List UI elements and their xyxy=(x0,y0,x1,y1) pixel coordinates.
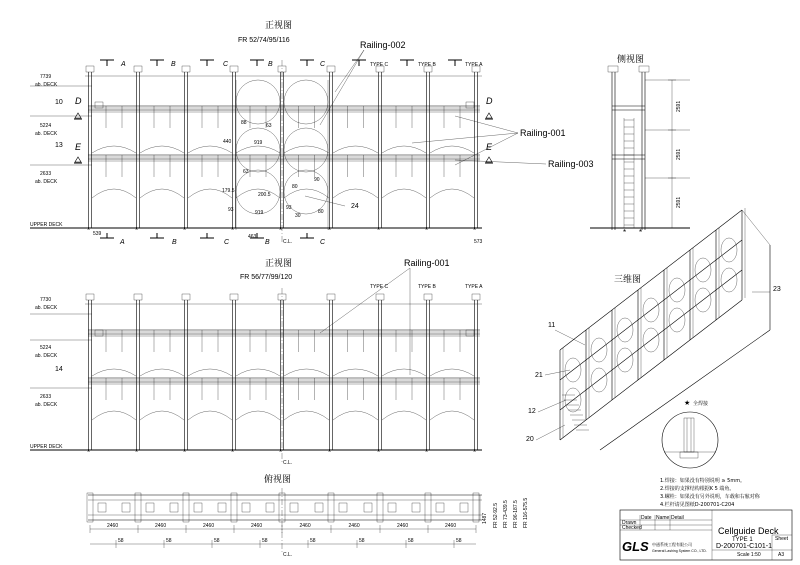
dim-88: 88 xyxy=(241,120,247,126)
drawing-number: D-200701-C101-1 xyxy=(716,543,773,550)
side-dim-2: 2591 xyxy=(676,148,682,160)
arch xyxy=(92,189,136,198)
section-marker xyxy=(75,113,81,118)
arch xyxy=(333,369,378,376)
front-view-2-frames: FR 56/77/99/120 xyxy=(240,274,293,281)
detail-circle xyxy=(662,412,718,468)
arch xyxy=(333,411,378,420)
tb-row-checked: Checked xyxy=(622,525,642,531)
cell-guide-circle xyxy=(236,128,280,172)
tb-row-drawn: Drawn xyxy=(622,520,637,526)
weld-star-mark: * xyxy=(183,448,187,457)
arch xyxy=(140,146,184,153)
arch xyxy=(382,146,426,153)
arch xyxy=(284,146,329,153)
note-1: 1.焊接：如果没有特别说明 ≥ 5mm。 xyxy=(660,478,746,484)
top-bracket xyxy=(364,503,372,512)
tag-bottom-c2: C xyxy=(320,239,326,246)
front-view-2 xyxy=(30,258,483,466)
center-line-label-3: C.L. xyxy=(283,552,293,558)
arch xyxy=(284,411,329,420)
weld-star-mark: * xyxy=(639,228,643,237)
note-2: 2.焊接的支撑结构根据K 5 端角。 xyxy=(660,486,735,492)
dim-573: 573 xyxy=(474,239,483,245)
weld-star-mark: * xyxy=(183,226,187,235)
top-dim-value: 2460 xyxy=(251,523,263,529)
fv2-type-c: TYPE C xyxy=(370,284,389,290)
iso-leader xyxy=(545,370,570,375)
level-2633-2: 2633 xyxy=(40,394,52,400)
drawing-title: Cellguide Deck xyxy=(718,526,779,536)
column-cap xyxy=(230,66,238,72)
top-dim-value: 2460 xyxy=(299,523,311,529)
iso-leader xyxy=(538,400,566,412)
top-bracket xyxy=(290,503,298,512)
iso-leader xyxy=(536,425,565,440)
top-bracket xyxy=(460,503,468,512)
top-bracket xyxy=(339,503,347,512)
top-dim-small-value: 58 xyxy=(359,538,365,544)
label-d-left: D xyxy=(75,96,82,106)
arch xyxy=(430,369,474,376)
tag-bottom-a: A xyxy=(120,239,125,246)
fv2-type-b: TYPE B xyxy=(418,284,436,290)
level-7739: 7739 xyxy=(40,74,52,80)
top-bracket xyxy=(98,503,106,512)
top-dim-small-value: 58 xyxy=(310,538,316,544)
top-dim-value: 2460 xyxy=(107,523,119,529)
arch xyxy=(92,411,136,420)
level-7730-name: ab. DECK xyxy=(35,305,58,311)
arch xyxy=(140,369,184,376)
arch xyxy=(333,146,378,153)
weld-star-mark: * xyxy=(473,226,477,235)
side-cap xyxy=(639,66,649,72)
dim-179-5: 179.5 xyxy=(222,188,235,194)
tag-top-c: C xyxy=(223,61,229,68)
level-2633: 2633 xyxy=(40,171,52,177)
cell-guide-circle xyxy=(284,80,328,124)
top-bracket xyxy=(194,503,202,512)
column-cap xyxy=(182,294,190,300)
top-bracket xyxy=(170,503,178,512)
iso-rail xyxy=(560,300,742,440)
upper-deck-label-2: UPPER DECK xyxy=(30,444,63,450)
notes xyxy=(660,477,761,508)
top-dim-small-value: 58 xyxy=(118,538,124,544)
weld-star: ★ xyxy=(684,400,691,407)
dim-440: 440 xyxy=(223,139,232,145)
arch xyxy=(92,146,136,153)
side-view-title: 侧视图 xyxy=(617,55,645,65)
column-tags-bottom xyxy=(119,239,326,246)
top-post xyxy=(87,493,93,522)
callout-24: 24 xyxy=(351,203,359,210)
top-bracket xyxy=(315,503,323,512)
dim-919b: 919 xyxy=(255,210,264,216)
column-cap xyxy=(134,66,142,72)
tb-col-date: Date xyxy=(641,515,652,521)
section-marker xyxy=(486,113,492,118)
level-5224-2: 5224 xyxy=(40,345,52,351)
dim-463: 463 xyxy=(248,234,257,240)
arch xyxy=(236,369,280,376)
railing-001-label-2: Railing-001 xyxy=(404,258,450,268)
arch xyxy=(284,369,329,376)
top-post xyxy=(328,493,334,522)
tag-bottom-c: C xyxy=(224,239,230,246)
tag-type-c: TYPE C xyxy=(370,62,389,68)
weld-legend: 全焊接 xyxy=(693,401,709,407)
dim-90: 90 xyxy=(314,177,320,183)
weld-star-mark: * xyxy=(87,448,91,457)
side-cap xyxy=(608,66,618,72)
section-marker xyxy=(75,157,81,162)
center-line-label-1: C.L. xyxy=(283,239,293,245)
iso-view-title: 三维图 xyxy=(614,275,642,285)
bay-number-10: 10 xyxy=(55,99,63,106)
top-dim-value: 2460 xyxy=(445,523,457,529)
side-dim-3: 2591 xyxy=(676,196,682,208)
weld-star-mark: * xyxy=(135,226,139,235)
front-view-1-frames: FR 52/74/95/116 xyxy=(238,37,290,44)
callout-20: 20 xyxy=(526,436,534,443)
dim-539: 539 xyxy=(93,231,102,237)
arch xyxy=(188,146,232,153)
top-dim-small-value: 58 xyxy=(408,538,414,544)
arch xyxy=(284,189,329,198)
top-bracket xyxy=(122,503,130,512)
upper-deck-label: UPPER DECK xyxy=(30,222,63,228)
top-post xyxy=(425,493,431,522)
top-post xyxy=(135,493,141,522)
top-dim-small-value: 58 xyxy=(456,538,462,544)
weld-star-mark: * xyxy=(377,448,381,457)
tag-top-b2: B xyxy=(268,61,273,68)
weld-star-mark: * xyxy=(135,448,139,457)
gls-logo: GLS xyxy=(622,539,649,554)
top-bracket xyxy=(436,503,444,512)
railing-001-label: Railing-001 xyxy=(520,128,566,138)
tag-type-a: TYPE A xyxy=(465,62,483,68)
callout-21: 21 xyxy=(535,372,543,379)
top-view xyxy=(87,474,529,558)
tag-type-b: TYPE B xyxy=(418,62,436,68)
railing-002-label: Railing-002 xyxy=(360,40,406,50)
tb-col-name: Name xyxy=(656,515,670,521)
column-cap xyxy=(134,294,142,300)
section-marker xyxy=(486,157,492,162)
column-cap xyxy=(230,294,238,300)
iso-rail xyxy=(560,270,742,410)
fr-96-dim: FR 96-187.5 xyxy=(513,500,519,528)
label-e-left: E xyxy=(75,142,82,152)
arch xyxy=(140,189,184,198)
bracket xyxy=(95,102,103,108)
column-cap xyxy=(327,66,335,72)
center-line-label-2: C.L. xyxy=(283,460,293,466)
tag-top-c2: C xyxy=(320,61,326,68)
railing-003-label: Railing-003 xyxy=(548,159,594,169)
level-7739-name: ab. DECK xyxy=(35,82,58,88)
dim-200-5: 200.5 xyxy=(258,192,271,198)
weld-star-mark: * xyxy=(279,226,283,235)
top-bracket xyxy=(388,503,396,512)
iso-view xyxy=(526,208,781,468)
bracket xyxy=(466,330,474,336)
column-tags-top xyxy=(120,61,483,68)
top-dim-value: 2460 xyxy=(203,523,215,529)
bracket xyxy=(466,102,474,108)
iso-leader xyxy=(555,330,585,345)
company-en: General Lashing System CO., LTD. xyxy=(652,549,707,553)
top-post xyxy=(473,493,479,522)
top-view-title: 俯视图 xyxy=(264,475,292,485)
title-block xyxy=(620,510,792,560)
top-dim-small-value: 58 xyxy=(262,538,268,544)
weld-star-mark: * xyxy=(279,448,283,457)
top-dim-value: 2460 xyxy=(348,523,360,529)
arch xyxy=(188,411,232,420)
top-bracket xyxy=(146,503,154,512)
front-view-1-title: 正视图 xyxy=(265,21,293,31)
dim-80: 80 xyxy=(292,184,298,190)
arch xyxy=(382,189,426,198)
bay-number-14: 14 xyxy=(55,366,63,373)
iso-end-link xyxy=(742,210,770,245)
note-3: 3.螺栓：如果没有另外说明，车载和右舷对称 xyxy=(660,494,760,500)
side-dim-1487: 1487 xyxy=(482,512,488,524)
level-5224-name: ab. DECK xyxy=(35,131,58,137)
front-view-2-structure xyxy=(30,288,482,464)
top-bracket xyxy=(218,503,226,512)
sheet-label: Sheet xyxy=(775,536,789,542)
arch xyxy=(140,411,184,420)
arch xyxy=(382,369,426,376)
dim-63: 63 xyxy=(266,123,272,129)
bracket xyxy=(95,330,103,336)
level-5224: 5224 xyxy=(40,123,52,129)
label-d-right: D xyxy=(486,96,493,106)
dim-93: 93 xyxy=(228,207,234,213)
company-cn: 中通系统工程有限公司 xyxy=(652,542,692,547)
bay-number-13: 13 xyxy=(55,142,63,149)
front-view-1 xyxy=(30,20,594,246)
weld-star-mark: * xyxy=(425,226,429,235)
weld-star-mark: * xyxy=(328,448,332,457)
weld-star-mark: * xyxy=(328,226,332,235)
dim-93b: 93 xyxy=(286,205,292,211)
weld-star-mark: * xyxy=(231,448,235,457)
tag-bottom-b: B xyxy=(172,239,177,246)
top-bracket xyxy=(266,503,274,512)
arch xyxy=(382,411,426,420)
top-dim-value: 2460 xyxy=(155,523,167,529)
level-2633-name: ab. DECK xyxy=(35,179,58,185)
callout-12: 12 xyxy=(528,408,536,415)
top-dim-small-value: 58 xyxy=(166,538,172,544)
arch xyxy=(236,411,280,420)
iso-rail xyxy=(560,210,742,350)
iso-structure xyxy=(536,208,770,450)
callout-23: 23 xyxy=(773,286,781,293)
drawing-scale: Scale 1:50 xyxy=(737,552,761,558)
cell-guide-circle xyxy=(236,80,280,124)
weld-star-mark: * xyxy=(425,448,429,457)
arch xyxy=(188,369,232,376)
tb-col-detail: Detail xyxy=(671,515,684,521)
column-cap xyxy=(182,66,190,72)
level-5224-2-name: ab. DECK xyxy=(35,353,58,359)
arch xyxy=(333,189,378,198)
tag-top-a: A xyxy=(121,61,126,68)
callout-11: 11 xyxy=(548,322,556,329)
tag-top-b: B xyxy=(171,61,176,68)
arch xyxy=(430,189,474,198)
dim-919: 919 xyxy=(254,140,263,146)
level-2633-2-name: ab. DECK xyxy=(35,402,58,408)
weld-star-mark: * xyxy=(623,228,627,237)
side-view xyxy=(590,53,690,237)
dim-30: 30 xyxy=(295,213,301,219)
drawing-subtitle: TYPE 1 xyxy=(732,537,753,543)
column-cap xyxy=(376,294,384,300)
fr-73-dim: FR 73-439.5 xyxy=(503,500,509,528)
iso-rail xyxy=(560,240,742,380)
top-bracket xyxy=(242,503,250,512)
front-view-2-title: 正视图 xyxy=(265,259,293,269)
column-cap xyxy=(327,294,335,300)
top-view-structure xyxy=(87,488,482,552)
side-view-structure xyxy=(590,66,690,237)
level-7730: 7730 xyxy=(40,297,52,303)
top-dim-small-value: 58 xyxy=(214,538,220,544)
note-4: 4.栏杆请见图纸D-200701-C204 xyxy=(660,502,735,508)
weld-star-mark: * xyxy=(87,226,91,235)
arch xyxy=(92,369,136,376)
weld-star-mark: * xyxy=(473,448,477,457)
column-cap xyxy=(424,294,432,300)
tag-bottom-b2: B xyxy=(265,239,270,246)
fr-52-dim: FR 52-92.5 xyxy=(493,502,499,528)
fv2-type-a: TYPE A xyxy=(465,284,483,290)
arch xyxy=(430,411,474,420)
side-dim-1: 2591 xyxy=(676,100,682,112)
top-post xyxy=(377,493,383,522)
column-cap xyxy=(86,294,94,300)
cell-guide-circle xyxy=(284,128,328,172)
fr-116-dim: FR 116-575.5 xyxy=(523,497,529,528)
leader-lines-2 xyxy=(320,268,410,375)
column-cap xyxy=(86,66,94,72)
weld-star-mark: * xyxy=(377,226,381,235)
top-bracket xyxy=(412,503,420,512)
arch xyxy=(430,146,474,153)
column-cap xyxy=(472,294,480,300)
dim-63b: 63 xyxy=(243,169,249,175)
top-dim-value: 2460 xyxy=(397,523,409,529)
sheet-size: A3 xyxy=(778,552,785,558)
top-post xyxy=(231,493,237,522)
dim-80b: 80 xyxy=(318,209,324,215)
leader-lines-1 xyxy=(305,50,546,206)
top-post xyxy=(183,493,189,522)
arch xyxy=(236,146,280,153)
weld-star-mark: * xyxy=(231,226,235,235)
label-e-right: E xyxy=(486,142,493,152)
